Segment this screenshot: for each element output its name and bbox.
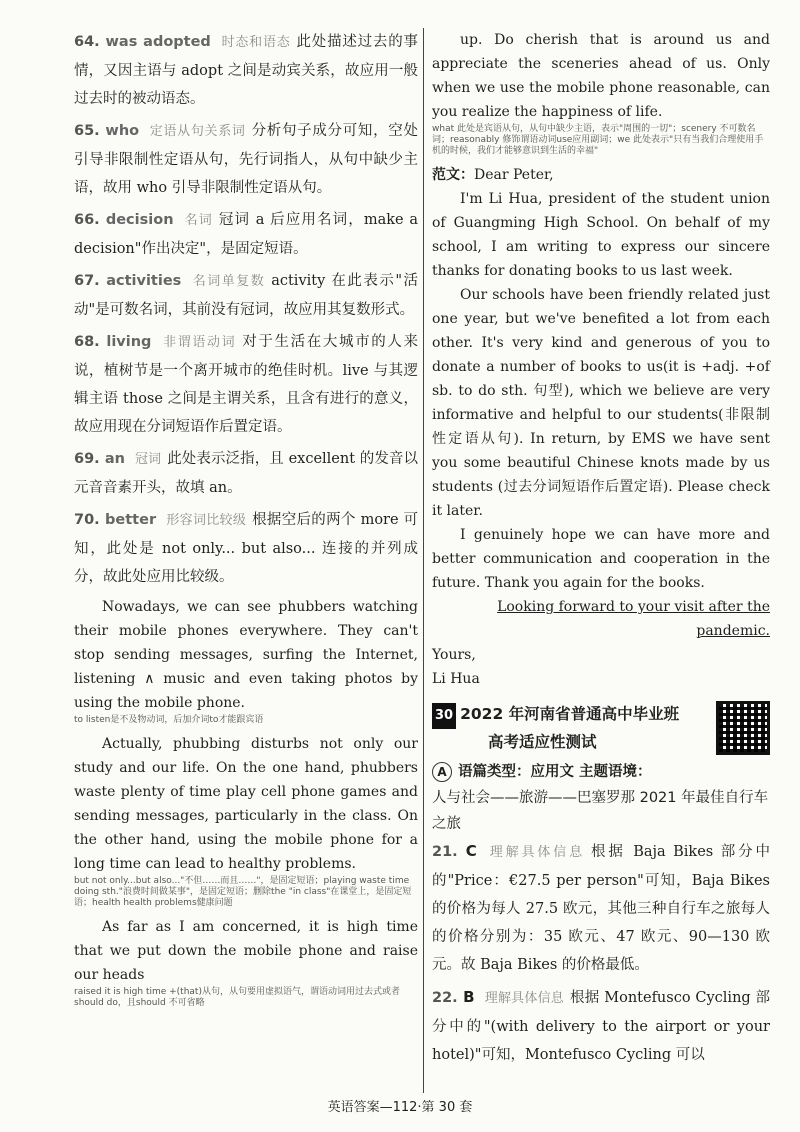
salutation: Dear Peter, (474, 167, 554, 183)
correction-note: what 此处是宾语从句，从句中缺少主语，表示"周围的一切"；scenery 不可数名词；reasonably 修饰谓语动词use应用副词；we 此处表示"只有当我们合理使用手机的时候，我们才能够意识到生活的幸福" (432, 124, 764, 156)
item-tag: 时态和语态 (220, 35, 291, 50)
answer-item (74, 28, 418, 113)
right-column (432, 28, 770, 1073)
question-tag: 理解具体信息 (484, 991, 565, 1006)
item-number: 69. (74, 451, 100, 467)
essay-paragraph: Nowadays, we can see phubbers watching their mobile phones everywhere. They can't stop sending messages, surfing the Internet, listening ∧ music and even taking photos by using the mobile phone. (74, 599, 418, 711)
item-tag: 非谓语动词 (161, 335, 237, 350)
sample-essay (432, 163, 770, 691)
item-explanation: 此处表示泛指，且 excellent 的发音以元音音素开头，故填 an。 (74, 451, 419, 496)
column-divider (423, 28, 424, 1093)
item-answer: living (99, 334, 152, 350)
item-explanation: 对于生活在大城市的人来说，植树节是一个离开城市的绝佳时机。live 与其逻辑主语 those 之间是主谓关系，且含有进行的意义，故应用现在分词短语作后置定语。 (74, 334, 418, 435)
item-answer: was adopted (99, 34, 211, 50)
sample-paragraph: Looking forward to your visit after the pandemic. (497, 599, 770, 639)
question-number: 21. (432, 844, 458, 860)
item-tag: 名词单复数 (191, 274, 266, 289)
essay-paragraph: As far as I am concerned, it is high time that we put down the mobile phone and raise our heads (74, 919, 418, 983)
item-explanation: 分析句子成分可知，空处引导非限制性定语从句，先行词指人，从句中缺少主语，故用 who 引导非限制性定语从句。 (74, 123, 418, 196)
correction-note: but not only...but also..."不但……而且……"，是固定短语；playing waste time doing sth."浪费时间做某事"，是固定短语；删除the "in class"在课堂上，是固定短语；health health problems健康问题 (74, 876, 412, 908)
sample-paragraph: I genuinely hope we can have more and better communication and cooperation in the future. Thank you again for the books. (432, 527, 770, 591)
answer-item (74, 328, 418, 441)
item-explanation: 根据空后的两个 more 可知，此处是 not only... but also... 连接的并列成分，故此处应用比较级。 (74, 512, 418, 585)
qr-code-icon (716, 701, 770, 755)
set-badge: 30 (432, 703, 456, 729)
answer-list (432, 837, 770, 1069)
left-column (74, 28, 418, 1015)
corrected-essay-left (74, 595, 418, 1009)
section-title: 2022 年河南省普通高中毕业班 (460, 705, 680, 723)
item-number: 65. (74, 123, 100, 139)
part-marker: A (432, 762, 452, 782)
item-tag: 定语从句关系词 (149, 124, 246, 139)
answer-item (74, 267, 418, 324)
answer-item (74, 117, 418, 202)
item-number: 68. (74, 334, 100, 350)
answer-item (74, 206, 418, 263)
item-answer: decision (99, 212, 174, 228)
correction-note: raised it is high time +(that)从句，从句要用虚拟语气，谓语动词用过去式或者should do，且should 不可省略 (74, 987, 400, 1008)
section-subtitle: 高考适应性测试 (488, 733, 597, 751)
question-answer: C (457, 842, 477, 860)
answer-item (74, 445, 418, 502)
question-explanation: 根据 Montefusco Cycling 部分中的"(with delivery to the airport or your hotel)"可知，Montefusco Cycling 可以 (432, 990, 770, 1063)
question-explanation: 根据 Baja Bikes 部分中的"Price：€27.5 per person"可知，Baja Bikes 的价格为每人 27.5 欧元，其他三种自行车之旅每人的价格分别为：35 欧元、47 欧元、90—130 欧元。故 Baja Bikes 的价格最低。 (432, 844, 770, 973)
sample-paragraph: Our schools have been friendly related just one year, but we've benefited a lot from each other. It's very kind and generous of you to donate a number of books to us(it is +adj. +of sb. to do sth. 句型), which we believe are very informative and helpful to our students(非限制性定语从句). In return, by EMS we have sent you some beautiful Chinese knots made by us students (过去分词短语作后置定语). Please check it later. (432, 287, 770, 519)
essay-paragraph: up. Do cherish that is around us and appreciate the sceneries ahead of us. Only when we use the mobile phone reasonable, can you realize the happiness of life. (432, 32, 770, 120)
sample-label: 范文： (432, 167, 474, 183)
item-answer: activities (99, 273, 182, 289)
question-tag: 理解具体信息 (486, 845, 585, 860)
item-number: 70. (74, 512, 100, 528)
signature: Li Hua (432, 671, 480, 687)
item-explanation: 冠词 a 后应用名词，make a decision"作出决定"，是固定短语。 (74, 212, 418, 257)
corrected-essay-right (432, 28, 770, 157)
item-number: 66. (74, 212, 100, 228)
item-answer: an (99, 451, 125, 467)
item-tag: 冠词 (134, 452, 162, 467)
answer-item (432, 983, 770, 1069)
closing: Yours, (432, 647, 476, 663)
item-number: 67. (74, 273, 100, 289)
context-line: 人与社会——旅游——巴塞罗那 2021 年最佳自行车之旅 (432, 790, 769, 832)
correction-note: to listen是不及物动词，后加介词to才能跟宾语 (74, 715, 264, 725)
question-answer: B (457, 988, 475, 1006)
item-answer: better (99, 512, 157, 528)
section-header (432, 701, 770, 837)
answer-item (432, 837, 770, 979)
answer-item (74, 506, 418, 591)
page-footer: 英语答案—112·第 30 套 (327, 1100, 473, 1115)
genre-line: 语篇类型：应用文 主题语境： (458, 764, 652, 780)
question-number: 22. (432, 990, 458, 1006)
sample-paragraph: I'm Li Hua, president of the student union of Guangming High School. On behalf of my school, I am writing to express our sincere thanks for donating books to us last week. (432, 191, 770, 279)
essay-paragraph: Actually, phubbing disturbs not only our study and our life. On the one hand, phubbers waste plenty of time play cell phone games and sending messages, particularly in the class. On the other hand, using the mobile phone for a long time can lead to healthy problems. (74, 736, 418, 872)
item-explanation: activity 在此表示"活动"是可数名词，其前没有冠词，故应用其复数形式。 (74, 273, 418, 318)
item-answer: who (99, 123, 140, 139)
item-tag: 名词 (183, 213, 213, 228)
item-explanation: 此处描述过去的事情，又因主语与 adopt 之间是动宾关系，故应用一般过去时的被动语态。 (74, 34, 418, 107)
item-number: 64. (74, 34, 100, 50)
answer-explanations (74, 28, 418, 591)
item-tag: 形容词比较级 (166, 513, 247, 528)
